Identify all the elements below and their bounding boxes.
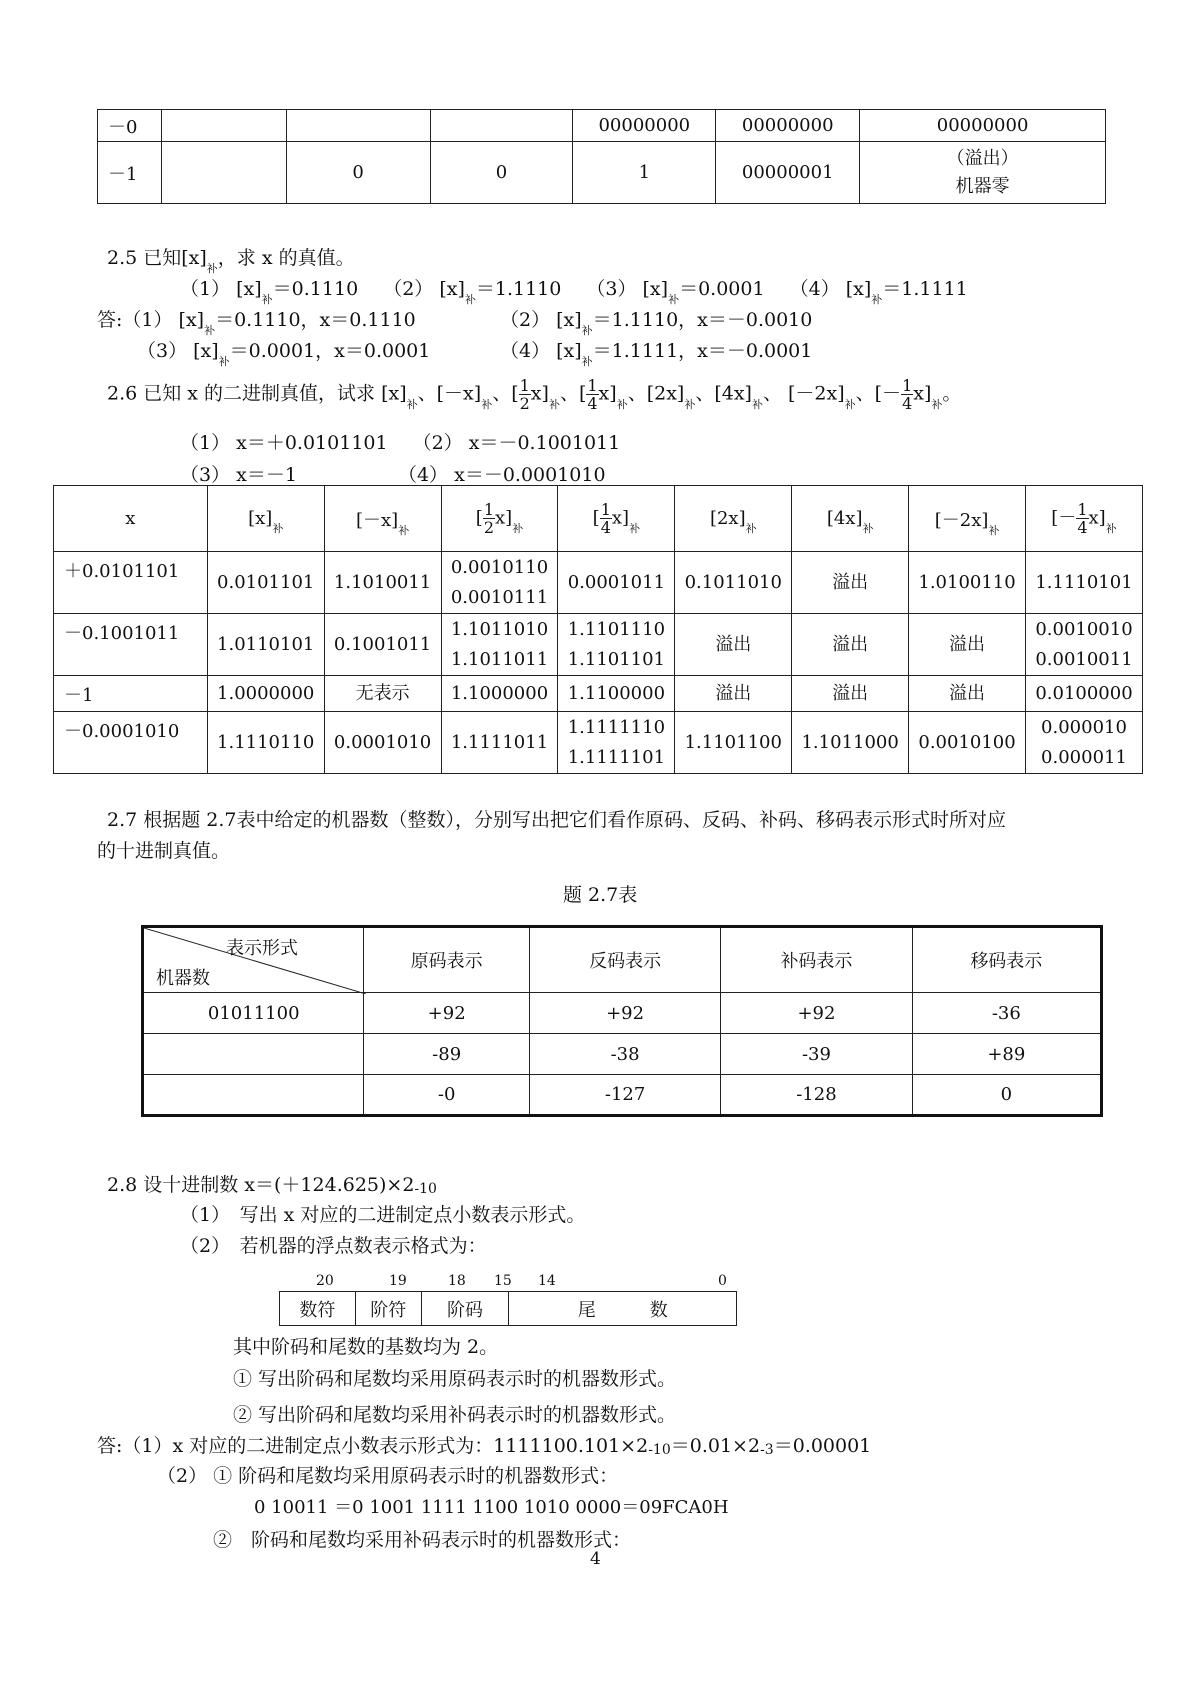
table-cell: 无表示 [324, 676, 441, 712]
table-cell: 溢出 [792, 676, 909, 712]
table-cell: 溢出 [909, 614, 1026, 676]
table-cell: 1.1110110 [207, 712, 324, 774]
q28-title: 2.8 设十进制数 x＝(＋124.625)×2-10 [107, 1174, 437, 1197]
table-cell: 溢出 [909, 676, 1026, 712]
header-ones: 反码表示 [529, 927, 720, 993]
table-cell: 0.1011010 [675, 552, 792, 614]
table-cell: 1.1101100 [675, 712, 792, 774]
header-neg-2x: $[-2x]_补$ [909, 486, 1026, 552]
table-cell [143, 1075, 364, 1116]
q26-items-1: （1） x＝＋0.0101101 （2） x＝－0.1001011 [180, 432, 621, 454]
q25-answer-2: （2） $[x]_补=1.1110$，x＝－0.0010 [500, 309, 813, 337]
table-cell: 0.000010 0.000011 [1026, 712, 1143, 774]
row-x-value: －0.0001010 [54, 712, 208, 774]
table-cell: －1 [98, 142, 162, 204]
table-cell: 0.0010110 0.0010111 [441, 552, 558, 614]
table-cell: 0.0101101 [207, 552, 324, 614]
field-mantissa: 尾 数 [509, 1292, 737, 1326]
q25-answer-3: （3） $[x]_补=0.0001$，x＝0.0001 [137, 340, 431, 368]
corner-bottom-label: 机器数 [156, 968, 210, 989]
table-cell: 1.1100000 [558, 676, 675, 712]
corner-header [143, 927, 364, 993]
table-cell: -128 [721, 1075, 912, 1116]
header-bias: 移码表示 [912, 927, 1101, 993]
q27-table [141, 925, 1103, 1117]
table-cell: 0.1001011 [324, 614, 441, 676]
top-table [97, 109, 1106, 204]
table-cell: 1.0100110 [909, 552, 1026, 614]
table-row [54, 676, 1143, 712]
bit-0: 0 [718, 1273, 727, 1289]
q28-sub-1: ① 写出阶码和尾数均采用原码表示时的机器数形式。 [233, 1368, 677, 1390]
header-x-comp: $[x]_补$ [207, 486, 324, 552]
table-cell: 0 [430, 142, 573, 204]
table-cell: 00000000 [716, 110, 860, 142]
bit-15: 15 [494, 1273, 512, 1289]
header-x: x [54, 486, 208, 552]
q28-item-2: （2） 若机器的浮点数表示格式为： [180, 1235, 487, 1257]
row-x-value: ＋0.0101101 [54, 552, 208, 614]
q28-item-1: （1） 写出 x 对应的二进制定点小数表示形式。 [180, 1204, 586, 1226]
q25-answer-1: 答:（1） $[x]_补=0.1110$，x＝0.1110 [97, 309, 416, 337]
q27-title: 2.7 根据题 2.7表中给定的机器数（整数），分别写出把它们看作原码、反码、补码、移码表示形式时所对应 [107, 809, 1007, 831]
table-cell: 01011100 [143, 993, 364, 1034]
q27-title-2: 的十进制真值。 [97, 840, 231, 862]
field-exponent: 阶码 [421, 1292, 509, 1326]
table-row [54, 552, 1143, 614]
float-format-diagram [279, 1291, 737, 1326]
table-cell: 1.0110101 [207, 614, 324, 676]
table-cell [143, 1034, 364, 1075]
bit-20: 20 [316, 1273, 334, 1289]
q28-sub-2: ② 写出阶码和尾数均采用补码表示时的机器数形式。 [233, 1404, 677, 1426]
table-cell: 1.1011000 [792, 712, 909, 774]
table-cell: 1.1000000 [441, 676, 558, 712]
table-cell: 00000000 [860, 110, 1106, 142]
row-x-value: －1 [54, 676, 208, 712]
bit-18: 18 [448, 1273, 466, 1289]
table-cell [161, 110, 286, 142]
table-cell: 1.1101110 1.1101101 [558, 614, 675, 676]
table-cell: +89 [912, 1034, 1101, 1075]
table-row [54, 614, 1143, 676]
bit-14: 14 [538, 1273, 556, 1289]
table-cell: 溢出 [675, 676, 792, 712]
table-cell: －0 [98, 110, 162, 142]
table-cell [430, 110, 573, 142]
header-original: 原码表示 [364, 927, 529, 993]
table-cell: 0 [286, 142, 430, 204]
table-cell: 1.1111110 1.1111101 [558, 712, 675, 774]
table-cell [860, 142, 1106, 204]
table-cell: -38 [529, 1034, 720, 1075]
q27-caption: 题 2.7表 [563, 884, 638, 906]
page-number: 4 [590, 1549, 601, 1569]
header-2x: $[2x]_补$ [675, 486, 792, 552]
q25-items: （1） $[x]_补=0.1110$ （2） $[x]_补=1.1110$ （3） $[x]_补=0.0001$ （4） $[x]_补=1.1111$ [180, 278, 968, 306]
table-cell: 0.0100000 [1026, 676, 1143, 712]
table-cell: 溢出 [675, 614, 792, 676]
q25-answer-4: （4） $[x]_补=1.1111$，x＝－0.0001 [500, 340, 813, 368]
table-cell: -0 [364, 1075, 529, 1116]
header-4x: $[4x]_补$ [792, 486, 909, 552]
q28-answer-1: 答:（1）x 对应的二进制定点小数表示形式为：1111100.101×2-10＝0.01×2-3＝0.00001 [97, 1435, 872, 1458]
table-cell: 1 [573, 142, 716, 204]
table-row [54, 712, 1143, 774]
table-cell: 0.0001010 [324, 712, 441, 774]
table-cell: 1.0000000 [207, 676, 324, 712]
field-sign: 数符 [280, 1292, 356, 1326]
table-cell: 溢出 [792, 552, 909, 614]
table-cell: 溢出 [792, 614, 909, 676]
table-cell: +92 [529, 993, 720, 1034]
q28-base-note: 其中阶码和尾数的基数均为 2。 [233, 1336, 499, 1358]
q25-title: 2.5 已知$[x]_补$，求 x 的真值。 [107, 247, 355, 275]
table-cell: 0.0010010 0.0010011 [1026, 614, 1143, 676]
header-neg-quarter-x: [－ $\frac{1}{4}$ $x]_补$ [1026, 486, 1143, 552]
table-cell [161, 142, 286, 204]
field-exp-sign: 阶符 [355, 1292, 421, 1326]
table-cell: 0.0001011 [558, 552, 675, 614]
overflow-label: （溢出） [946, 147, 1019, 169]
header-quarter-x: [ $\frac{1}{4}$ $x]_补$ [558, 486, 675, 552]
table-cell: +92 [721, 993, 912, 1034]
q28-answer-2-value: 0 10011 ＝0 1001 1111 1100 1010 0000＝09FCA0H [254, 1497, 729, 1518]
table-cell: 0.0010100 [909, 712, 1026, 774]
bit-19: 19 [389, 1273, 407, 1289]
q26-items-2: （3） x＝－1 （4） x＝－0.0001010 [180, 464, 606, 486]
corner-top-label: 表示形式 [226, 938, 298, 959]
table-cell [286, 110, 430, 142]
table-cell: -127 [529, 1075, 720, 1116]
q28-answer-3: ② 阶码和尾数均采用补码表示时的机器数形式： [213, 1529, 632, 1551]
header-half-x: [ $\frac{1}{2}$ $x]_补$ [441, 486, 558, 552]
table-cell: +92 [364, 993, 529, 1034]
row-x-value: －0.1001011 [54, 614, 208, 676]
table-cell: -39 [721, 1034, 912, 1075]
table-cell: 00000001 [716, 142, 860, 204]
table-cell: -36 [912, 993, 1101, 1034]
table-cell: 1.1111011 [441, 712, 558, 774]
q28-answer-2: （2） ① 阶码和尾数均采用原码表示时的机器数形式： [157, 1465, 619, 1487]
table-cell: 0 [912, 1075, 1101, 1116]
table-cell: -89 [364, 1034, 529, 1075]
table-cell: 1.1110101 [1026, 552, 1143, 614]
q26-title: 2.6 已知 x 的二进制真值，试求 $[x]_补$、$[-x]_补$、[ $\frac{1}{2}$ $x]_补$、[ $\frac{1}{4}$ $x]_补$、$[2x]_补$、$[4x]_补$、 $[-2x]_补$、[－ $\frac{1}{4}$ $x]_补$。 [107, 376, 962, 413]
table-cell: 1.1010011 [324, 552, 441, 614]
table-cell: 1.1011010 1.1011011 [441, 614, 558, 676]
q26-table [53, 485, 1143, 774]
machine-zero-label: 机器零 [955, 175, 1010, 197]
header-twos: 补码表示 [721, 927, 912, 993]
header-neg-x: $[-x]_补$ [324, 486, 441, 552]
table-cell: 00000000 [573, 110, 716, 142]
